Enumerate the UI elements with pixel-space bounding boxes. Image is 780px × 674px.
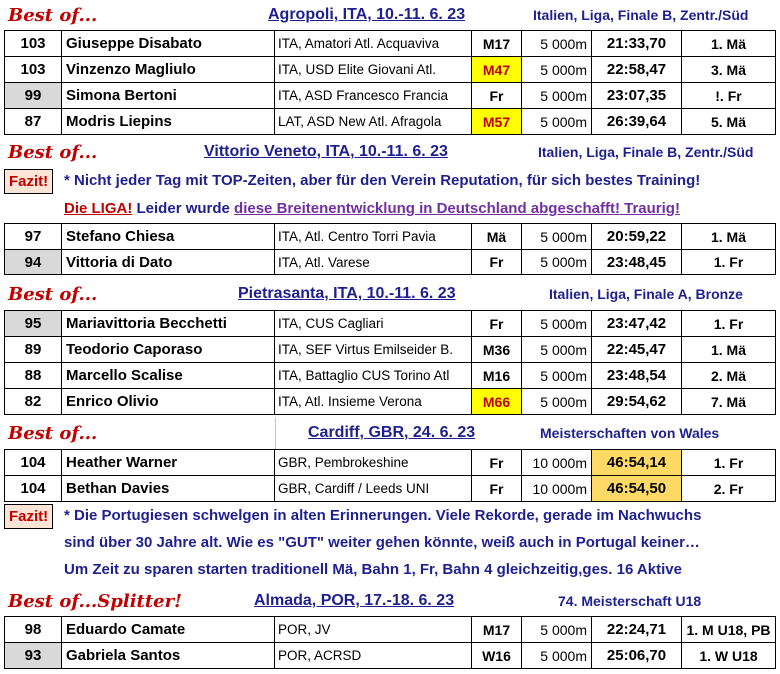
time-cell: 46:54,50	[591, 475, 681, 502]
distance-cell: 5 000m	[521, 223, 591, 249]
club-cell: ITA, Atl. Centro Torri Pavia	[274, 223, 471, 249]
fazit-line	[64, 200, 680, 217]
table-row	[0, 82, 780, 108]
category-cell: M57	[471, 108, 521, 135]
category-cell: M36	[471, 336, 521, 362]
place-cell: 1. Fr	[681, 449, 776, 475]
table-row	[0, 30, 780, 56]
category-cell: W16	[471, 642, 521, 669]
points-cell: 99	[4, 82, 61, 108]
points-cell: 89	[4, 336, 61, 362]
athlete-name: Stefano Chiesa	[61, 223, 274, 249]
meet-title: Vittorio Veneto, ITA, 10.-11. 6. 23	[204, 143, 448, 160]
category-cell: Fr	[471, 449, 521, 475]
table-row	[0, 56, 780, 82]
table-row	[0, 449, 780, 475]
distance-cell: 5 000m	[521, 336, 591, 362]
category-cell: M16	[471, 362, 521, 388]
distance-cell: 5 000m	[521, 249, 591, 275]
club-cell: POR, JV	[274, 616, 471, 642]
club-cell: ITA, Battaglio CUS Torino Atl	[274, 362, 471, 388]
section-header	[0, 278, 780, 310]
points-cell: 93	[4, 642, 61, 669]
section-header	[0, 137, 780, 167]
club-cell: GBR, Cardiff / Leeds UNI	[274, 475, 471, 502]
time-cell: 22:45,47	[591, 336, 681, 362]
distance-cell: 10 000m	[521, 475, 591, 502]
athlete-name: Enrico Olivio	[61, 388, 274, 415]
fazit-note	[0, 502, 780, 586]
points-cell: 104	[4, 449, 61, 475]
meet-subtitle: Italien, Liga, Finale B, Zentr./Süd	[538, 144, 754, 160]
table-row	[0, 310, 780, 336]
place-cell: 2. Mä	[681, 362, 776, 388]
table-row	[0, 616, 780, 642]
time-cell: 25:06,70	[591, 642, 681, 669]
distance-cell: 5 000m	[521, 642, 591, 669]
category-cell: Fr	[471, 475, 521, 502]
table-row	[0, 336, 780, 362]
meet-title: Cardiff, GBR, 24. 6. 23	[308, 424, 476, 441]
best-of-label: Best of...	[8, 4, 98, 26]
place-cell: !. Fr	[681, 82, 776, 108]
place-cell: 1. Fr	[681, 310, 776, 336]
category-cell: Fr	[471, 310, 521, 336]
place-cell: 1. M U18, PB	[681, 616, 776, 642]
athlete-name: Gabriela Santos	[61, 642, 274, 669]
category-cell: M66	[471, 388, 521, 415]
place-cell: 1. Mä	[681, 223, 776, 249]
place-cell: 1. Mä	[681, 30, 776, 56]
time-cell: 21:33,70	[591, 30, 681, 56]
meet-title: Pietrasanta, ITA, 10.-11. 6. 23	[238, 285, 456, 302]
athlete-name: Giuseppe Disabato	[61, 30, 274, 56]
best-of-label: Best of...	[8, 141, 98, 163]
distance-cell: 5 000m	[521, 310, 591, 336]
meet-subtitle: Meisterschaften von Wales	[540, 425, 720, 441]
points-cell: 103	[4, 30, 61, 56]
place-cell: 7. Mä	[681, 388, 776, 415]
time-cell: 29:54,62	[591, 388, 681, 415]
points-cell: 82	[4, 388, 61, 415]
club-cell: ITA, Atl. Insieme Verona	[274, 388, 471, 415]
athlete-name: Simona Bertoni	[61, 82, 274, 108]
table-row	[0, 388, 780, 415]
points-cell: 88	[4, 362, 61, 388]
distance-cell: 5 000m	[521, 56, 591, 82]
section-header	[0, 586, 780, 616]
distance-cell: 5 000m	[521, 362, 591, 388]
meet-subtitle: Italien, Liga, Finale B, Zentr./Süd	[533, 7, 749, 23]
best-of-label: Best of...Splitter!	[8, 590, 183, 612]
distance-cell: 5 000m	[521, 30, 591, 56]
section-header	[0, 0, 780, 30]
time-cell: 23:48,54	[591, 362, 681, 388]
distance-cell: 5 000m	[521, 82, 591, 108]
best-of-label: Best of...	[8, 422, 98, 444]
fazit-line: * Nicht jeder Tag mit TOP-Zeiten, aber für den Verein Reputation, für sich bestes Training!	[64, 172, 701, 189]
athlete-name: Modris Liepins	[61, 108, 274, 135]
club-cell: ITA, CUS Cagliari	[274, 310, 471, 336]
athlete-name: Teodorio Caporaso	[61, 336, 274, 362]
place-cell: 1. Mä	[681, 336, 776, 362]
time-cell: 23:48,45	[591, 249, 681, 275]
meet-title: Agropoli, ITA, 10.-11. 6. 23	[268, 6, 466, 23]
category-cell: Mä	[471, 223, 521, 249]
club-cell: LAT, ASD New Atl. Afragola	[274, 108, 471, 135]
time-cell: 23:47,42	[591, 310, 681, 336]
meet-title: Almada, POR, 17.-18. 6. 23	[254, 592, 455, 609]
club-cell: ITA, Atl. Varese	[274, 249, 471, 275]
club-cell: ITA, SEF Virtus Emilseider B.	[274, 336, 471, 362]
time-cell: 46:54,14	[591, 449, 681, 475]
category-cell: Fr	[471, 249, 521, 275]
time-cell: 20:59,22	[591, 223, 681, 249]
club-cell: GBR, Pembrokeshine	[274, 449, 471, 475]
table-row	[0, 108, 780, 135]
fazit-line: sind über 30 Jahre alt. Wie es "GUT" weiter gehen könnte, weiß auch in Portugal keiner…	[64, 534, 700, 551]
athlete-name: Mariavittoria Becchetti	[61, 310, 274, 336]
points-cell: 98	[4, 616, 61, 642]
athlete-name: Vinzenzo Magliulo	[61, 56, 274, 82]
distance-cell: 5 000m	[521, 616, 591, 642]
fazit-text: Leider wurde	[132, 200, 235, 217]
place-cell: 3. Mä	[681, 56, 776, 82]
fazit-line: * Die Portugiesen schwelgen in alten Erinnerungen. Viele Rekorde, gerade im Nachwuchs	[64, 507, 702, 524]
fazit-badge: Fazit!	[4, 169, 53, 194]
fazit-emphasis: diese Breitenentwicklung in Deutschland abgeschafft! Traurig!	[234, 200, 680, 217]
section-header	[0, 417, 780, 449]
table-row	[0, 249, 780, 275]
grid-line	[275, 417, 276, 449]
category-cell: M17	[471, 616, 521, 642]
time-cell: 26:39,64	[591, 108, 681, 135]
place-cell: 5. Mä	[681, 108, 776, 135]
points-cell: 87	[4, 108, 61, 135]
meet-subtitle: 74. Meisterschaft U18	[558, 593, 702, 609]
meet-subtitle: Italien, Liga, Finale A, Bronze	[549, 286, 743, 302]
athlete-name: Vittoria di Dato	[61, 249, 274, 275]
athlete-name: Eduardo Camate	[61, 616, 274, 642]
category-cell: M17	[471, 30, 521, 56]
fazit-badge: Fazit!	[4, 504, 53, 529]
table-row	[0, 362, 780, 388]
athlete-name: Bethan Davies	[61, 475, 274, 502]
athlete-name: Heather Warner	[61, 449, 274, 475]
athlete-name: Marcello Scalise	[61, 362, 274, 388]
category-cell: Fr	[471, 82, 521, 108]
table-row	[0, 642, 780, 669]
club-cell: ITA, ASD Francesco Francia	[274, 82, 471, 108]
time-cell: 23:07,35	[591, 82, 681, 108]
distance-cell: 10 000m	[521, 449, 591, 475]
category-cell: M47	[471, 56, 521, 82]
time-cell: 22:24,71	[591, 616, 681, 642]
best-of-label: Best of...	[8, 283, 98, 305]
fazit-note	[0, 167, 780, 223]
club-cell: ITA, USD Elite Giovani Atl.	[274, 56, 471, 82]
liga-highlight: Die LIGA!	[64, 200, 133, 217]
points-cell: 97	[4, 223, 61, 249]
time-cell: 22:58,47	[591, 56, 681, 82]
points-cell: 95	[4, 310, 61, 336]
table-row	[0, 475, 780, 502]
points-cell: 104	[4, 475, 61, 502]
place-cell: 1. W U18	[681, 642, 776, 669]
points-cell: 103	[4, 56, 61, 82]
points-cell: 94	[4, 249, 61, 275]
club-cell: ITA, Amatori Atl. Acquaviva	[274, 30, 471, 56]
fazit-line: Um Zeit zu sparen starten traditionell Mä, Bahn 1, Fr, Bahn 4 gleichzeitig,ges. 16 Aktive	[64, 561, 682, 578]
distance-cell: 5 000m	[521, 108, 591, 135]
club-cell: POR, ACRSD	[274, 642, 471, 669]
table-row	[0, 223, 780, 249]
place-cell: 2. Fr	[681, 475, 776, 502]
distance-cell: 5 000m	[521, 388, 591, 415]
place-cell: 1. Fr	[681, 249, 776, 275]
